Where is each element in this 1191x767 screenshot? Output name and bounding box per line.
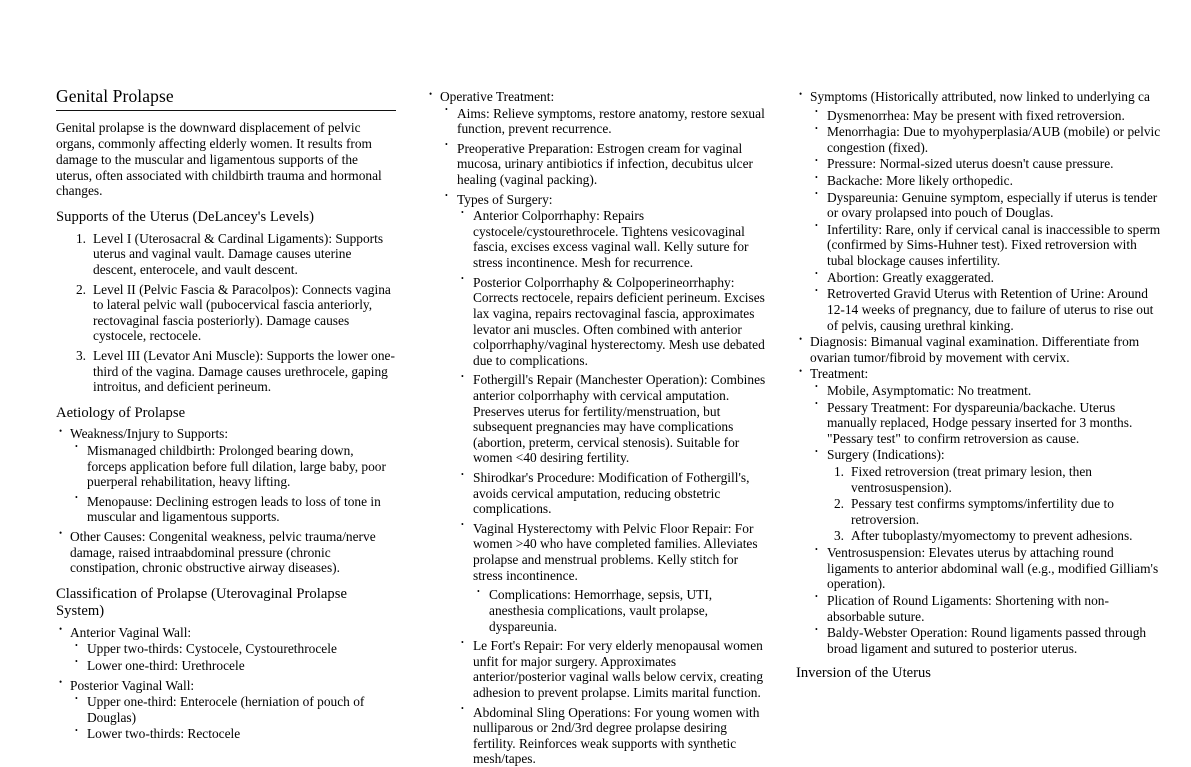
list-item: • Vaginal Hysterectomy with Pelvic Floor Repair: For women >40 who have completed families. Alleviates prolapse and menstrual problems. Kelly stitch for stress incontinence. <box>458 521 766 583</box>
list-number: 2. <box>75 281 86 297</box>
list-item: • Weakness/Injury to Supports: <box>56 426 396 442</box>
heading-aetiology: Aetiology of Prolapse <box>56 404 186 421</box>
list-item: • Pessary Treatment: For dyspareunia/backache. Uterus manually replaced, Hodge pessary inserted for 3 months. "Pessary test" to confirm retroversion as cause. <box>812 400 1161 447</box>
list-item <box>66 231 396 278</box>
list-item: • Anterior Colporrhaphy: Repairs cystocele/cystourethrocele. Tightens vesicovaginal fascia, excises excess vaginal wall. Kelly suture for stress incontinence. Mesh for recurrence. <box>458 208 766 270</box>
list-item: • Abdominal Sling Operations: For young women with nulliparous or 2nd/3rd degree prolapse desiring fertility. Reinforces weak supports with synthetic mesh/tapes. <box>458 705 766 767</box>
list-item: • Posterior Colporrhaphy & Colpoperineorrhaphy: Corrects rectocele, repairs deficient perineum. Excises lax vagina, repairs rectovaginal fascia, approximates levator ani muscles. Often combined with anterior colporrhaphy/vaginal hysterectomy. Mesh use debated due to complications. <box>458 275 766 369</box>
list-item-text: Level III (Levator Ani Muscle): Supports the lower one-third of the vagina. Damage causes urethrocele, gaping introitus, and deficient perineum. <box>93 347 395 395</box>
aetiology-list <box>56 426 396 575</box>
intro-paragraph: Genital prolapse is the downward displacement of pelvic organs, commonly affecting elderly women. It results from damage to the muscular and ligamentous supports of the uterus, often associated with childbirth trauma and hormonal changes. <box>56 120 382 199</box>
heading-classification: Classification of Prolapse (Uterovaginal Prolapse System) <box>56 585 348 620</box>
list-item: • Upper one-third: Enterocele (herniation of pouch of Douglas) <box>72 694 396 725</box>
list-number: 1. <box>833 464 844 480</box>
delancey-levels-list <box>56 231 396 395</box>
list-item: • Retroverted Gravid Uterus with Retention of Urine: Around 12-14 weeks of pregnancy, due to failure of uterus to rise out of pelvis, causing urethral kinking. <box>812 286 1161 333</box>
list-item: • Backache: More likely orthopedic. <box>812 173 1161 189</box>
list-item: • Dysmenorrhea: May be present with fixed retroversion. <box>812 108 1161 124</box>
list-item: • Diagnosis: Bimanual vaginal examination. Differentiate from ovarian tumor/fibroid by movement with cervix. <box>796 334 1161 365</box>
list-item: • Operative Treatment: <box>426 89 766 105</box>
list-item: • Plication of Round Ligaments: Shortening with non-absorbable suture. <box>812 593 1161 624</box>
list-item: • Ventrosuspension: Elevates uterus by attaching round ligaments to anterior abdominal wall (e.g., modified Gilliam's operation). <box>812 545 1161 592</box>
list-item: • Aims: Relieve symptoms, restore anatomy, restore sexual function, prevent recurrence. <box>442 106 766 137</box>
list-item-text: Pessary test confirms symptoms/infertility due to retroversion. <box>851 496 1114 527</box>
column-2 <box>426 86 766 767</box>
list-item: • Mismanaged childbirth: Prolonged bearing down, forceps application before full dilation, large baby, poor puerperal rehabilitation, heavy lifting. <box>72 443 396 490</box>
heading-supports-of-uterus: Supports of the Uterus (DeLancey's Levels) <box>56 209 315 226</box>
list-item: • Anterior Vaginal Wall: <box>56 625 396 641</box>
column-1 <box>56 86 396 742</box>
list-item <box>824 528 1161 544</box>
list-item: • Types of Surgery: <box>442 192 766 208</box>
list-item <box>824 464 1161 495</box>
operative-treatment-list <box>426 89 766 767</box>
retroversion-list <box>796 89 1161 656</box>
list-item: • Upper two-thirds: Cystocele, Cystourethrocele <box>72 641 396 657</box>
list-item: • Pressure: Normal-sized uterus doesn't cause pressure. <box>812 156 1161 172</box>
list-item: • Abortion: Greatly exaggerated. <box>812 270 1161 286</box>
list-item-text: Level I (Uterosacral & Cardinal Ligaments): Supports uterus and vaginal vault. Damage causes uterine descent, enterocele, and vault descent. <box>93 230 384 277</box>
list-item: • Other Causes: Congenital weakness, pelvic trauma/nerve damage, raised intraabdominal pressure (chronic constipation, chronic obstructive airway diseases). <box>56 529 396 576</box>
symptoms-label: • Symptoms (Historically attributed, now linked to underlying ca <box>810 89 1150 104</box>
list-item-text: Fixed retroversion (treat primary lesion, then ventrosuspension). <box>851 464 1092 495</box>
list-item <box>824 496 1161 527</box>
list-item <box>66 348 396 395</box>
list-item: • Dyspareunia: Genuine symptom, especially if uterus is tender or ovary prolapsed into pouch of Douglas. <box>812 190 1161 221</box>
three-column-layout <box>56 86 1161 767</box>
list-item: • Menopause: Declining estrogen leads to loss of tone in muscular and ligamentous supports. <box>72 494 396 525</box>
list-item: • Mobile, Asymptomatic: No treatment. <box>812 383 1161 399</box>
list-item-text: After tuboplasty/myomectomy to prevent adhesions. <box>851 528 1133 544</box>
list-item: • Posterior Vaginal Wall: <box>56 678 396 694</box>
column-3 <box>796 86 1161 682</box>
list-item: • Le Fort's Repair: For very elderly menopausal women unfit for major surgery. Approximates anterior/posterior vaginal walls below cervix, creating adhesion to prevent prolapse. Limits marital function. <box>458 638 766 700</box>
list-item <box>66 282 396 344</box>
list-number: 1. <box>75 230 86 246</box>
heading-inversion-of-uterus: Inversion of the Uterus <box>796 665 931 682</box>
page-title: Genital Prolapse <box>56 86 396 111</box>
list-item-continued <box>796 89 1161 105</box>
list-item: • Shirodkar's Procedure: Modification of Fothergill's, avoids cervical amputation, reducing obstetric complications. <box>458 470 766 517</box>
list-item: • Surgery (Indications): <box>812 447 1161 463</box>
list-item: • Menorrhagia: Due to myohyperplasia/AUB (mobile) or pelvic congestion (fixed). <box>812 124 1161 155</box>
list-number: 2. <box>833 496 844 512</box>
list-number: 3. <box>75 347 86 363</box>
list-item: • Complications: Hemorrhage, sepsis, UTI, anesthesia complications, vault prolapse, dyspareunia. <box>474 587 766 634</box>
list-item: • Preoperative Preparation: Estrogen cream for vaginal mucosa, urinary antibiotics if infection, decubitus ulcer healing (vaginal packing). <box>442 141 766 188</box>
list-item-text: Level II (Pelvic Fascia & Paracolpos): Connects vagina to lateral pelvic wall (pubocervical fascia anteriorly, rectovaginal fascia posteriorly). Damage causes cystocele, rectocele. <box>93 281 391 344</box>
list-item: • Lower one-third: Urethrocele <box>72 658 396 674</box>
list-item: • Infertility: Rare, only if cervical canal is inaccessible to sperm (confirmed by Sims-Huhner test). Fixed retroversion with tubal blockage causes infertility. <box>812 222 1161 269</box>
list-item: • Lower two-thirds: Rectocele <box>72 726 396 742</box>
list-item: • Treatment: <box>796 366 1161 382</box>
list-item: • Baldy-Webster Operation: Round ligaments passed through broad ligament and sutured to posterior uterus. <box>812 625 1161 656</box>
list-number: 3. <box>833 528 844 544</box>
list-item: • Fothergill's Repair (Manchester Operation): Combines anterior colporrhaphy with cervical amputation. Preserves uterus for fertility/menstruation, but subsequent pregnancies may have complications (abortion, preterm, cervical stenosis). Suitable for women <40 desiring fertility. <box>458 372 766 466</box>
classification-list <box>56 625 396 742</box>
